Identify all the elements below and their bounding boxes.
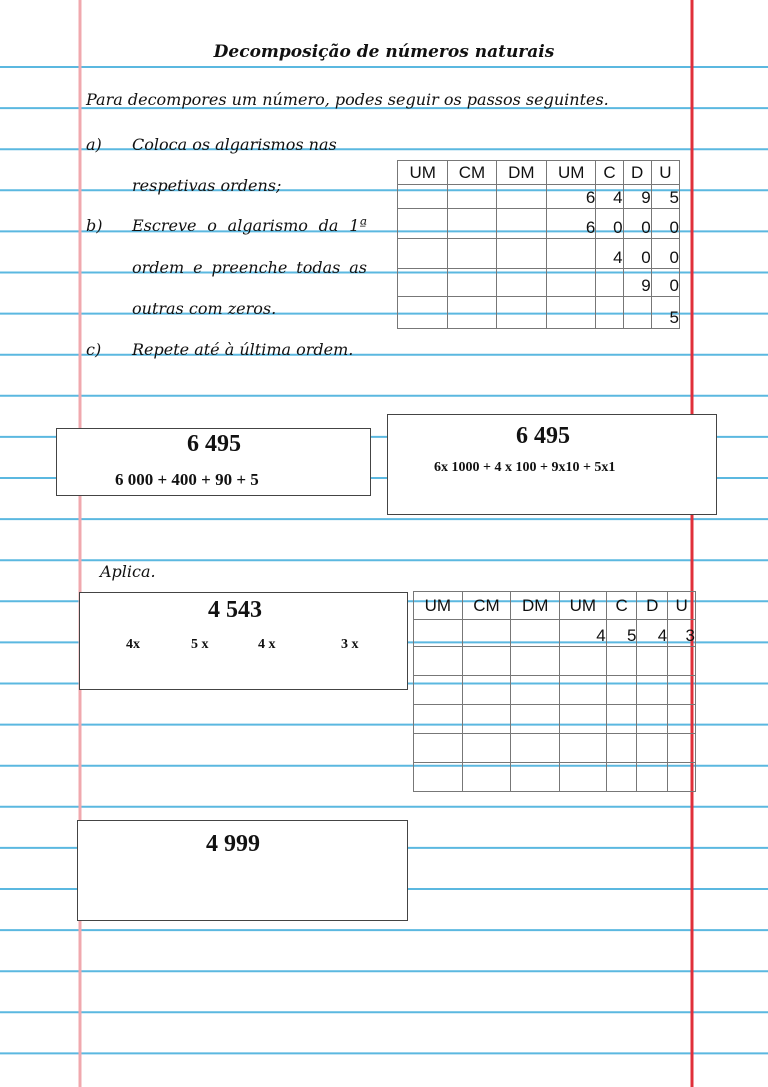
intro-text: Para decompores um número, podes seguir os passos seguintes. [86,90,609,109]
table-cell: 0 [651,269,679,297]
table-cell[interactable] [414,676,463,705]
step-a-line-1: Coloca os algarismos nas [132,135,337,154]
table-cell[interactable] [637,647,668,676]
table-cell [448,297,496,329]
table-cell[interactable] [511,705,560,734]
table-cell[interactable] [637,734,668,763]
exercise-1-term-2: 5 x [191,637,209,652]
table-cell[interactable] [414,734,463,763]
table-cell [448,209,496,239]
exercise-1-box [79,592,408,690]
table-cell[interactable] [414,647,463,676]
table-header-row [414,592,696,620]
table-cell[interactable]: 3 [668,620,696,647]
table-cell [398,269,448,297]
table-row [414,763,696,792]
multiplicative-number: 6 495 [516,423,570,449]
table-cell [496,297,546,329]
exercise-1-term-1: 4x [126,637,140,652]
header-um-1: UM [414,592,463,620]
table-cell: 4 [596,239,623,269]
table-cell[interactable] [462,676,511,705]
table-cell: 5 [651,185,679,209]
table-cell[interactable] [414,705,463,734]
exercise-2-box [77,820,408,921]
table-cell[interactable] [462,705,511,734]
additive-decomposition-box [56,428,371,496]
table-cell[interactable] [637,676,668,705]
header-dm: DM [496,161,546,185]
header-d: D [637,592,668,620]
table-cell[interactable] [462,734,511,763]
exercise-1-number: 4 543 [208,597,262,623]
table-cell[interactable] [511,647,560,676]
table-cell[interactable] [668,705,696,734]
step-a-letter: a) [86,135,102,154]
table-cell: 9 [623,185,651,209]
table-cell[interactable] [414,620,463,647]
table-cell[interactable]: 4 [560,620,607,647]
table-cell[interactable] [606,676,637,705]
header-cm: CM [448,161,496,185]
table-cell [398,185,448,209]
table-cell[interactable] [560,734,607,763]
table-cell [496,269,546,297]
exercise-1-term-3: 4 x [258,637,276,652]
table-cell: 0 [623,209,651,239]
table-row [398,269,680,297]
table-row [414,676,696,705]
table-cell[interactable] [462,620,511,647]
table-row [398,185,680,209]
apply-label: Aplica. [100,562,156,581]
table-cell: 4 [596,185,623,209]
header-u: U [668,592,696,620]
table-cell: 0 [651,209,679,239]
table-cell[interactable] [511,676,560,705]
exercise-2-number: 4 999 [206,831,260,857]
header-um-2: UM [547,161,596,185]
table-cell[interactable]: 4 [637,620,668,647]
table-cell[interactable] [462,647,511,676]
table-header-row [398,161,680,185]
table-cell[interactable] [637,705,668,734]
table-cell: 0 [623,239,651,269]
step-c-letter: c) [86,340,102,359]
table-cell: 5 [651,297,679,329]
step-b-line-2: ordem e preenche todas as [132,258,367,277]
table-cell [496,185,546,209]
header-u: U [651,161,679,185]
table-row [414,705,696,734]
table-cell [547,269,596,297]
step-b-line-3: outras com zeros. [132,299,277,318]
table-cell[interactable] [668,763,696,792]
table-cell [547,239,596,269]
step-c-line-1: Repete até à última ordem. [132,340,354,359]
table-cell[interactable]: 5 [606,620,637,647]
table-cell[interactable] [560,676,607,705]
table-row [414,734,696,763]
table-cell [448,185,496,209]
table-cell[interactable] [511,620,560,647]
table-cell [398,297,448,329]
table-row [398,297,680,329]
table-cell[interactable] [560,647,607,676]
exercise-1-term-4: 3 x [341,637,359,652]
table-cell[interactable] [606,763,637,792]
table-cell[interactable] [668,647,696,676]
page-title: Decomposição de números naturais [213,42,555,62]
table-cell [398,239,448,269]
additive-expression: 6 000 + 400 + 90 + 5 [115,470,259,489]
step-b-letter: b) [86,216,103,235]
multiplicative-expression: 6x 1000 + 4 x 100 + 9x10 + 5x1 [434,460,616,475]
table-cell[interactable] [606,705,637,734]
table-cell[interactable] [462,763,511,792]
table-cell [496,209,546,239]
example-place-value-table [397,160,680,329]
table-row [414,647,696,676]
table-cell [547,297,596,329]
header-c: C [606,592,637,620]
table-cell [448,239,496,269]
header-dm: DM [511,592,560,620]
step-a-line-2: respetivas ordens; [132,176,282,195]
table-cell [596,269,623,297]
table-row [398,209,680,239]
table-cell[interactable] [414,763,463,792]
step-b-line-1: Escreve o algarismo da 1ª [132,216,367,235]
header-um-2: UM [560,592,607,620]
table-cell: 9 [623,269,651,297]
additive-number: 6 495 [187,431,241,457]
table-cell [448,269,496,297]
table-cell [596,297,623,329]
table-cell [398,209,448,239]
table-cell[interactable] [511,763,560,792]
table-cell[interactable] [606,647,637,676]
header-d: D [623,161,651,185]
header-um-1: UM [398,161,448,185]
table-cell[interactable] [560,763,607,792]
table-cell[interactable] [637,763,668,792]
table-cell[interactable] [668,676,696,705]
table-row [398,239,680,269]
table-cell[interactable] [560,705,607,734]
table-row [414,620,696,647]
table-cell[interactable] [668,734,696,763]
multiplicative-decomposition-box [387,414,717,515]
table-cell [623,297,651,329]
table-cell[interactable] [606,734,637,763]
exercise-place-value-table [413,591,696,792]
table-cell[interactable] [511,734,560,763]
header-c: C [596,161,623,185]
table-cell: 0 [596,209,623,239]
header-cm: CM [462,592,511,620]
table-cell: 0 [651,239,679,269]
table-cell [496,239,546,269]
table-cell: 6 [547,209,596,239]
table-cell: 6 [547,185,596,209]
